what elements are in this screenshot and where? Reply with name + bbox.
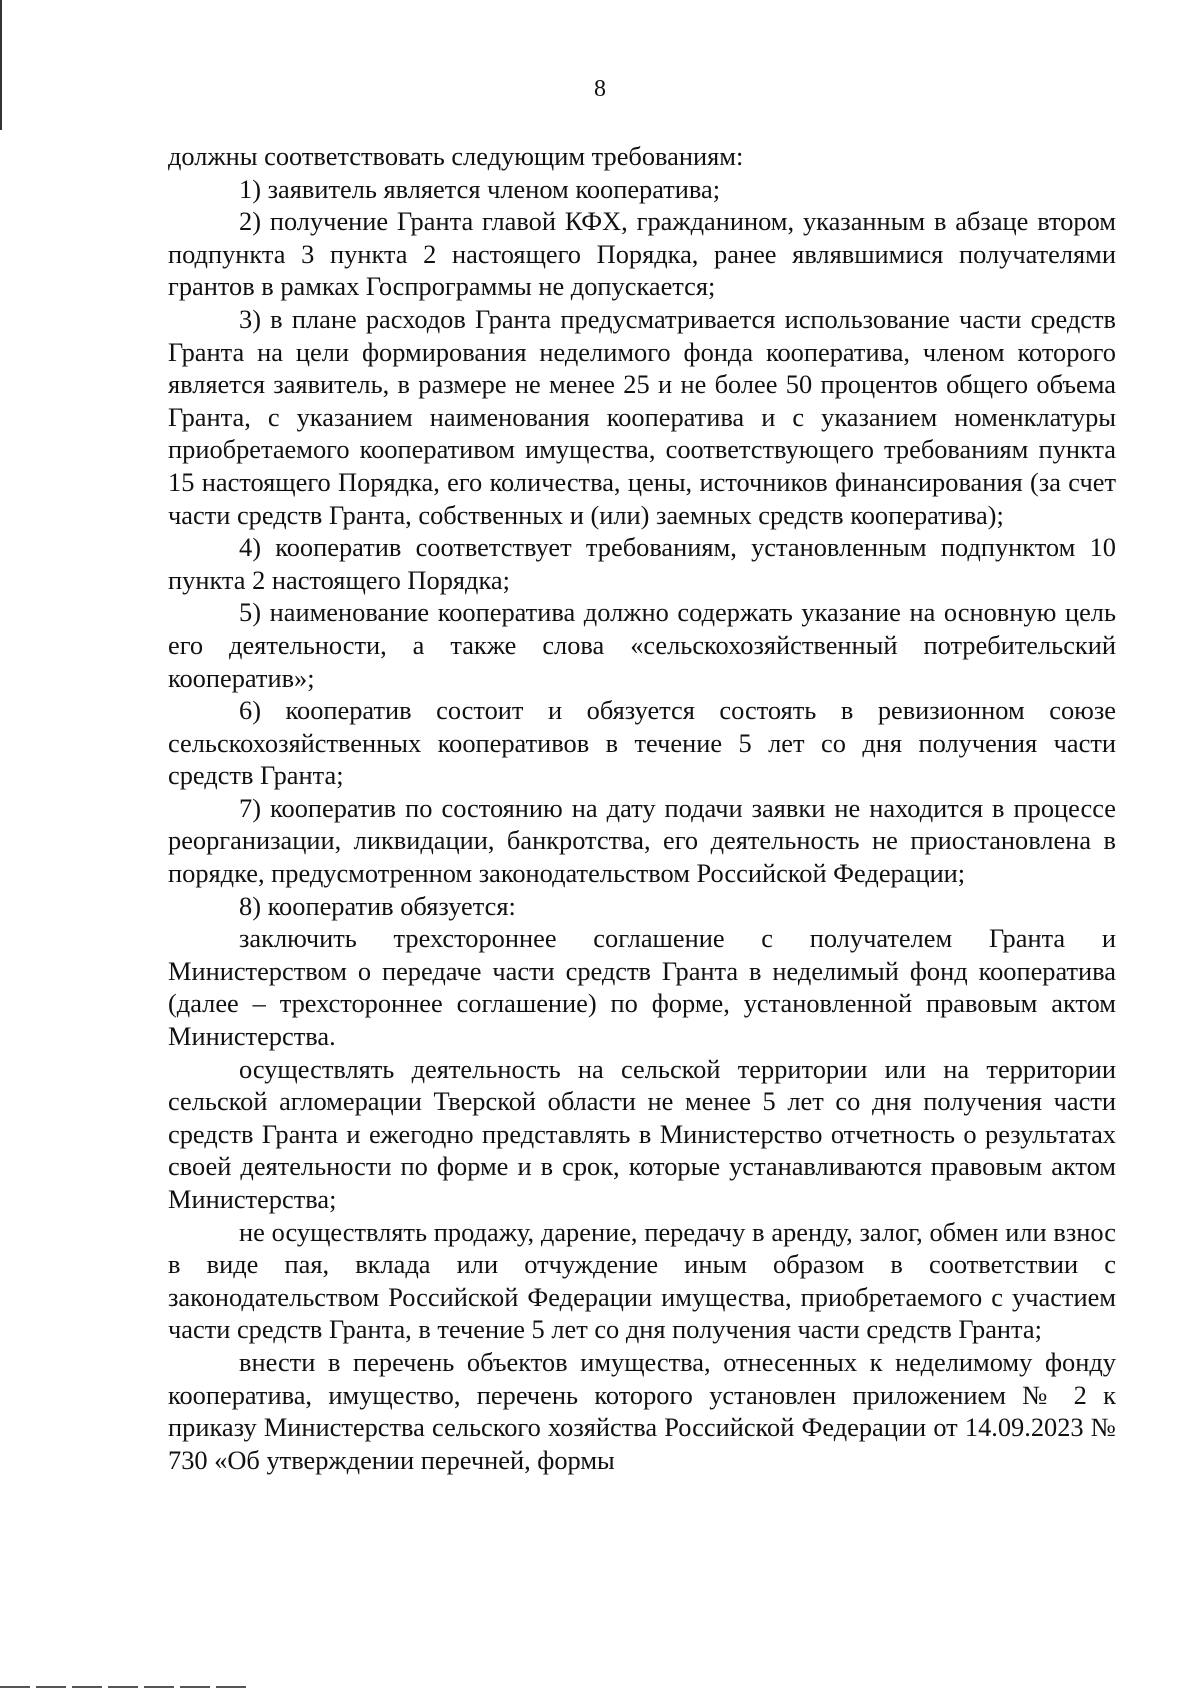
- paragraph-intro: должны соответствовать следующим требованиям:: [168, 141, 744, 171]
- paragraph-item-5: 5) наименование кооператива должно содержать указание на основную цель его деятельности, а также слова «сельскохозяйственный потребительский кооператив»;: [168, 597, 1116, 693]
- paragraph-item-6: 6) кооператив состоит и обязуется состоять в ревизионном союзе сельскохозяйственных кооперативов в течение 5 лет со дня получения части средств Гранта;: [168, 695, 1116, 791]
- paragraph-item-2: 2) получение Гранта главой КФХ, гражданином, указанным в абзаце втором подпункта 3 пункта 2 настоящего Порядка, ранее являвшимися получателями грантов в рамках Госпрограммы не допускается;: [168, 206, 1116, 302]
- scan-edge-line: [0, 0, 2, 130]
- paragraph-item-8: 8) кооператив обязуется:: [239, 890, 516, 921]
- paragraph-item-4: 4) кооператив соответствует требованиям, установленным подпунктом 10 пункта 2 настоящего Порядка;: [168, 532, 1116, 595]
- paragraph-obligation-no-alienation: не осуществлять продажу, дарение, передачу в аренду, залог, обмен или взнос в виде пая, вклада или отчуждение иным образом в соответствии с законодательством Российской Федерации имущества, приобретаемого с участием части средств Гранта, в течение 5 лет со дня получения части средств Гранта;: [168, 1216, 1116, 1345]
- paragraph-obligation-indivisible-fund: внести в перечень объектов имущества, отнесенных к неделимому фонду кооператива, имущество, перечень которого установлен приложением № 2 к приказу Министерства сельского хозяйства Российской Федерации от 14.09.2023 № 730 «Об утверждении перечней, формы: [168, 1346, 1116, 1475]
- paragraph-item-1: 1) заявитель является членом кооператива;: [239, 173, 721, 204]
- scan-footer-line: [0, 1686, 250, 1688]
- paragraph-item-3: 3) в плане расходов Гранта предусматривается использование части средств Гранта на цели формирования неделимого фонда кооператива, членом которого является заявитель, в размере не менее 25 и не более 50 процентов общего объема Гранта, с указанием наименования кооператива и с указанием номенклатуры приобретаемого кооперативом имущества, соответствующего требованиям пункта 15 настоящего Порядка, его количества, цены, источников финансирования (за счет части средств Гранта, собственных и (или) заемных средств кооператива);: [168, 303, 1116, 530]
- page-number: 8: [594, 76, 606, 102]
- document-body: [168, 140, 1116, 1476]
- paragraph-obligation-activity: осуществлять деятельность на сельской территории или на территории сельской агломерации Тверской области не менее 5 лет со дня получения части средств Гранта и ежегодно представлять в Министерство отчетность о результатах своей деятельности по форме и в срок, которые устанавливаются правовым актом Министерства;: [168, 1053, 1116, 1214]
- paragraph-item-7: 7) кооператив по состоянию на дату подачи заявки не находится в процессе реорганизации, ликвидации, банкротства, его деятельность не приостановлена в порядке, предусмотренном законодательством Российской Федерации;: [168, 792, 1116, 889]
- paragraph-obligation-agreement: заключить трехстороннее соглашение с получателем Гранта и Министерством о передаче части средств Гранта в неделимый фонд кооператива (далее – трехстороннее соглашение) по форме, установленной правовым актом Министерства.: [168, 923, 1116, 1052]
